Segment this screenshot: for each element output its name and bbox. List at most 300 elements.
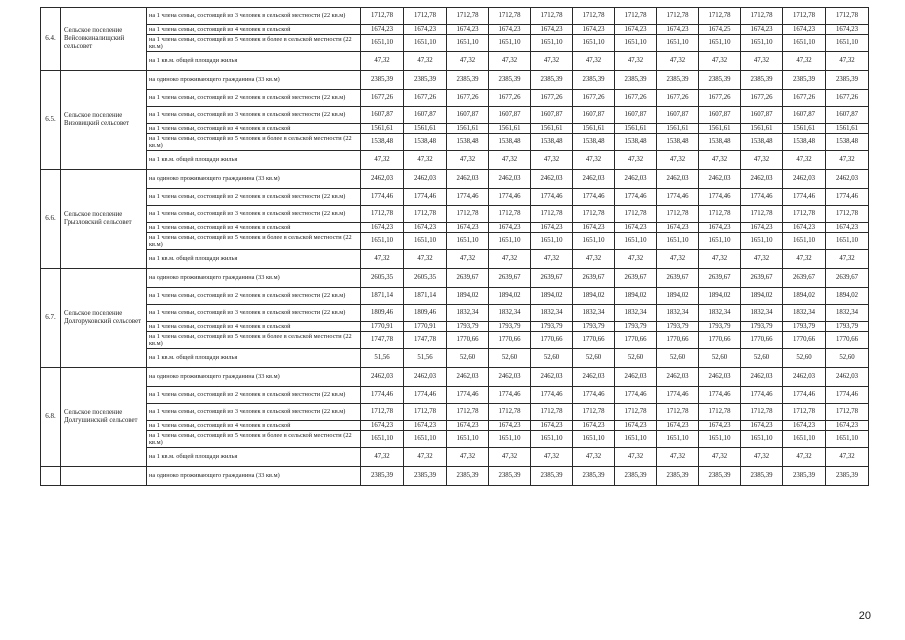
tariff-value: 1538,48 — [447, 134, 489, 151]
tariff-value: 47,32 — [826, 151, 869, 170]
tariff-value: 47,32 — [615, 250, 657, 269]
tariff-value: 1651,10 — [783, 233, 826, 250]
table-row — [41, 35, 869, 52]
tariff-value: 1561,61 — [447, 124, 489, 134]
tariff-value: 1712,78 — [657, 8, 699, 25]
tariff-value: 1651,10 — [741, 35, 783, 52]
tariff-value: 1538,48 — [699, 134, 741, 151]
tariff-value: 1774,46 — [404, 387, 447, 404]
tariff-value: 47,32 — [447, 151, 489, 170]
tariff-value: 1712,78 — [615, 8, 657, 25]
tariff-value: 1793,79 — [741, 322, 783, 332]
tariff-value: 1674,25 — [699, 25, 741, 35]
section-index: 6.4. — [41, 8, 61, 71]
tariff-value: 1674,23 — [783, 421, 826, 431]
tariff-value: 2385,39 — [699, 467, 741, 486]
tariff-value: 1712,78 — [447, 206, 489, 223]
tariff-value: 1712,78 — [489, 206, 531, 223]
tariff-value: 1712,78 — [699, 8, 741, 25]
tariff-value: 1677,26 — [447, 90, 489, 107]
tariff-value: 1674,23 — [573, 25, 615, 35]
tariff-value: 1651,10 — [489, 431, 531, 448]
tariff-value: 1774,46 — [615, 189, 657, 206]
tariff-value: 1677,26 — [826, 90, 869, 107]
tariff-value: 1793,79 — [826, 322, 869, 332]
tariff-value: 1793,79 — [615, 322, 657, 332]
tariff-value: 1651,10 — [615, 431, 657, 448]
tariff-value: 47,32 — [699, 250, 741, 269]
table-row — [41, 151, 869, 170]
tariff-value: 1674,23 — [531, 223, 573, 233]
tariff-value: 1793,79 — [699, 322, 741, 332]
tariff-value: 1774,46 — [531, 189, 573, 206]
tariff-value: 1538,48 — [404, 134, 447, 151]
tariff-value: 47,32 — [783, 52, 826, 71]
tariff-value: 2462,03 — [531, 368, 573, 387]
tariff-value: 2385,39 — [615, 467, 657, 486]
tariff-value: 2385,39 — [615, 71, 657, 90]
tariff-value: 1677,26 — [361, 90, 404, 107]
tariff-value: 2385,39 — [699, 71, 741, 90]
tariff-value: 1561,61 — [361, 124, 404, 134]
tariff-value: 2385,39 — [741, 467, 783, 486]
tariff-value: 1712,78 — [741, 404, 783, 421]
tariff-value: 1793,79 — [783, 322, 826, 332]
tariff-value: 1712,78 — [657, 206, 699, 223]
tariff-value: 1712,78 — [573, 8, 615, 25]
tariff-value: 2462,03 — [447, 368, 489, 387]
tariff-value: 1774,46 — [489, 387, 531, 404]
tariff-value: 2639,67 — [699, 269, 741, 288]
tariff-value: 1770,66 — [489, 332, 531, 349]
category-description: на 1 кв.м. общей площади жилья — [147, 349, 361, 368]
tariff-value: 1538,48 — [826, 134, 869, 151]
tariff-value: 1674,23 — [741, 421, 783, 431]
tariff-value: 1674,23 — [573, 421, 615, 431]
tariff-value: 47,32 — [361, 448, 404, 467]
table-row — [41, 250, 869, 269]
tariff-value: 2385,39 — [573, 71, 615, 90]
tariff-value: 1674,23 — [783, 223, 826, 233]
tariff-value: 52,60 — [783, 349, 826, 368]
table-row — [41, 421, 869, 431]
table-row — [41, 25, 869, 35]
tariff-value: 1674,23 — [783, 25, 826, 35]
tariff-value: 1561,61 — [531, 124, 573, 134]
section-index — [41, 467, 61, 486]
tariff-value: 1674,23 — [361, 223, 404, 233]
category-description: на одиноко проживающего гражданина (33 кв.м) — [147, 269, 361, 288]
table-row — [41, 206, 869, 223]
tariff-value: 1651,10 — [447, 35, 489, 52]
tariff-value: 2639,67 — [783, 269, 826, 288]
tariff-value: 1674,23 — [489, 223, 531, 233]
tariff-value: 1651,10 — [657, 35, 699, 52]
tariff-value: 1607,87 — [615, 107, 657, 124]
tariff-value: 1651,10 — [699, 233, 741, 250]
tariff-value: 47,32 — [361, 151, 404, 170]
tariff-value: 1651,10 — [573, 431, 615, 448]
table-row — [41, 448, 869, 467]
tariff-value: 2462,03 — [826, 170, 869, 189]
tariff-value: 1770,66 — [783, 332, 826, 349]
tariff-value: 1832,34 — [489, 305, 531, 322]
tariff-value: 52,60 — [699, 349, 741, 368]
tariff-value: 2385,39 — [826, 71, 869, 90]
tariff-value: 1832,34 — [657, 305, 699, 322]
tariff-value: 47,32 — [447, 448, 489, 467]
tariff-value: 2385,39 — [531, 71, 573, 90]
tariff-value: 1677,26 — [741, 90, 783, 107]
tariff-value: 1712,78 — [447, 8, 489, 25]
tariff-value: 1538,48 — [657, 134, 699, 151]
tariff-value: 1712,78 — [531, 8, 573, 25]
tariff-value: 52,60 — [657, 349, 699, 368]
tariff-value: 1894,02 — [826, 288, 869, 305]
table-row — [41, 90, 869, 107]
tariff-value: 2605,35 — [361, 269, 404, 288]
tariff-value: 47,32 — [657, 52, 699, 71]
category-description: на 1 кв.м. общей площади жилья — [147, 151, 361, 170]
tariff-value: 1677,26 — [573, 90, 615, 107]
tariff-value: 51,56 — [404, 349, 447, 368]
tariff-value: 1674,23 — [615, 223, 657, 233]
tariff-value: 1894,02 — [657, 288, 699, 305]
tariff-value: 1793,79 — [447, 322, 489, 332]
tariff-value: 1674,23 — [657, 421, 699, 431]
table-row — [41, 170, 869, 189]
tariff-value: 1712,78 — [447, 404, 489, 421]
tariff-value: 1832,34 — [447, 305, 489, 322]
tariff-value: 1651,10 — [361, 233, 404, 250]
tariff-value: 1774,46 — [741, 387, 783, 404]
tariff-value: 2462,03 — [489, 368, 531, 387]
table-row — [41, 368, 869, 387]
tariff-value: 1651,10 — [447, 431, 489, 448]
tariff-value: 1712,78 — [657, 404, 699, 421]
tariff-value: 47,32 — [489, 151, 531, 170]
tariff-value: 2385,39 — [573, 467, 615, 486]
category-description: на 1 члена семьи, состоящей из 5 человек и более в сельской местности (22 кв.м) — [147, 332, 361, 349]
tariff-value: 1651,10 — [531, 431, 573, 448]
tariff-value: 1793,79 — [489, 322, 531, 332]
tariff-value: 2385,39 — [404, 71, 447, 90]
table-row — [41, 332, 869, 349]
tariff-value: 1774,46 — [783, 189, 826, 206]
tariff-value: 47,32 — [573, 250, 615, 269]
tariff-value: 1774,46 — [531, 387, 573, 404]
category-description: на 1 члена семьи, состоящей из 5 человек и более в сельской местности (22 кв.м) — [147, 134, 361, 151]
tariff-value: 1774,46 — [615, 387, 657, 404]
tariff-value: 1871,14 — [361, 288, 404, 305]
tariff-value: 1712,78 — [741, 8, 783, 25]
category-description: на 1 члена семьи, состоящей из 3 человек в сельской местности (22 кв.м) — [147, 107, 361, 124]
tariff-value: 1774,46 — [657, 387, 699, 404]
tariff-value: 47,32 — [783, 151, 826, 170]
tariff-value: 2462,03 — [573, 368, 615, 387]
tariff-table-body — [41, 8, 869, 486]
tariff-value: 1674,23 — [741, 223, 783, 233]
tariff-value: 1770,91 — [404, 322, 447, 332]
tariff-value: 47,32 — [447, 250, 489, 269]
tariff-value: 1747,78 — [361, 332, 404, 349]
tariff-value: 1774,46 — [489, 189, 531, 206]
tariff-value: 2639,67 — [447, 269, 489, 288]
category-description: на 1 члена семьи, состоящей из 4 человек в сельской — [147, 223, 361, 233]
tariff-value: 1712,78 — [741, 206, 783, 223]
tariff-value: 1651,10 — [361, 431, 404, 448]
tariff-value: 1774,46 — [573, 387, 615, 404]
tariff-value: 47,32 — [489, 52, 531, 71]
tariff-value: 1651,10 — [489, 35, 531, 52]
tariff-value: 47,32 — [404, 250, 447, 269]
tariff-value: 1774,46 — [699, 189, 741, 206]
tariff-value: 1894,02 — [531, 288, 573, 305]
tariff-value: 1674,23 — [447, 421, 489, 431]
tariff-value: 1674,23 — [699, 421, 741, 431]
tariff-value: 1894,02 — [783, 288, 826, 305]
category-description: на 1 члена семьи, состоящей из 3 человек в сельской местности (22 кв.м) — [147, 404, 361, 421]
tariff-value: 47,32 — [573, 151, 615, 170]
tariff-value: 1607,87 — [699, 107, 741, 124]
tariff-value: 2385,39 — [741, 71, 783, 90]
tariff-value: 1607,87 — [573, 107, 615, 124]
category-description: на 1 члена семьи, состоящей из 3 человек в сельской местности (22 кв.м) — [147, 206, 361, 223]
category-description: на 1 члена семьи, состоящей из 4 человек в сельской — [147, 124, 361, 134]
tariff-value: 47,32 — [489, 250, 531, 269]
tariff-value: 1774,46 — [447, 189, 489, 206]
category-description: на 1 кв.м. общей площади жилья — [147, 448, 361, 467]
tariff-value: 1712,78 — [404, 206, 447, 223]
tariff-value: 47,32 — [657, 448, 699, 467]
tariff-value: 1674,23 — [404, 25, 447, 35]
tariff-value: 1538,48 — [615, 134, 657, 151]
tariff-value: 47,32 — [741, 448, 783, 467]
tariff-value: 2462,03 — [404, 368, 447, 387]
tariff-value: 1674,23 — [826, 223, 869, 233]
tariff-value: 1651,10 — [826, 35, 869, 52]
tariff-value: 1674,23 — [657, 25, 699, 35]
tariff-value: 1538,48 — [361, 134, 404, 151]
table-row — [41, 404, 869, 421]
tariff-value: 1774,46 — [361, 189, 404, 206]
section-index: 6.8. — [41, 368, 61, 467]
table-row — [41, 223, 869, 233]
tariff-value: 1607,87 — [404, 107, 447, 124]
tariff-value: 47,32 — [531, 52, 573, 71]
tariff-value: 47,32 — [783, 250, 826, 269]
tariff-value: 1712,78 — [573, 404, 615, 421]
tariff-value: 1677,26 — [615, 90, 657, 107]
tariff-value: 1651,10 — [489, 233, 531, 250]
tariff-value: 1607,87 — [826, 107, 869, 124]
tariff-value: 1712,78 — [361, 404, 404, 421]
tariff-value: 1809,46 — [404, 305, 447, 322]
tariff-value: 1607,87 — [361, 107, 404, 124]
category-description: на 1 члена семьи, состоящей из 5 человек и более в сельской местности (22 кв.м) — [147, 35, 361, 52]
tariff-value: 52,60 — [826, 349, 869, 368]
tariff-value: 1651,10 — [404, 233, 447, 250]
tariff-value: 47,32 — [826, 448, 869, 467]
table-row — [41, 52, 869, 71]
tariff-value: 1774,46 — [699, 387, 741, 404]
tariff-value: 1674,23 — [489, 25, 531, 35]
tariff-value: 1770,66 — [826, 332, 869, 349]
tariff-value: 1793,79 — [657, 322, 699, 332]
tariff-value: 1774,46 — [404, 189, 447, 206]
table-row — [41, 467, 869, 486]
category-description: на одиноко проживающего гражданина (33 кв.м) — [147, 368, 361, 387]
tariff-value: 2639,67 — [489, 269, 531, 288]
settlement-name: Сельское поселение Визовицкий сельсовет — [61, 71, 147, 170]
table-row — [41, 107, 869, 124]
tariff-value: 1832,34 — [783, 305, 826, 322]
tariff-value: 1561,61 — [573, 124, 615, 134]
tariff-value: 2462,03 — [783, 368, 826, 387]
tariff-value: 1651,10 — [404, 35, 447, 52]
tariff-value: 1674,23 — [404, 223, 447, 233]
tariff-value: 1774,46 — [657, 189, 699, 206]
tariff-value: 1561,61 — [404, 124, 447, 134]
section-index: 6.5. — [41, 71, 61, 170]
tariff-value: 1651,10 — [615, 233, 657, 250]
tariff-value: 1561,61 — [489, 124, 531, 134]
tariff-value: 1538,48 — [741, 134, 783, 151]
tariff-value: 1538,48 — [489, 134, 531, 151]
tariff-value: 1561,61 — [826, 124, 869, 134]
tariff-value: 1894,02 — [741, 288, 783, 305]
table-row — [41, 8, 869, 25]
tariff-value: 2462,03 — [783, 170, 826, 189]
table-row — [41, 134, 869, 151]
tariff-value: 1894,02 — [615, 288, 657, 305]
tariff-value: 1651,10 — [741, 233, 783, 250]
tariff-value: 47,32 — [404, 448, 447, 467]
tariff-value: 47,32 — [826, 52, 869, 71]
tariff-value: 1651,10 — [573, 233, 615, 250]
tariff-value: 1832,34 — [573, 305, 615, 322]
table-row — [41, 269, 869, 288]
tariff-value: 1809,46 — [361, 305, 404, 322]
category-description: на 1 кв.м. общей площади жилья — [147, 250, 361, 269]
tariff-value: 1674,23 — [826, 421, 869, 431]
tariff-value: 1894,02 — [447, 288, 489, 305]
tariff-value: 47,32 — [404, 151, 447, 170]
tariff-value: 1793,79 — [531, 322, 573, 332]
tariff-value: 47,32 — [699, 448, 741, 467]
tariff-value: 2462,03 — [361, 170, 404, 189]
tariff-value: 2462,03 — [741, 170, 783, 189]
tariff-value: 1712,78 — [489, 8, 531, 25]
category-description: на 1 члена семьи, состоящей из 5 человек и более в сельской местности (22 кв.м) — [147, 431, 361, 448]
tariff-value: 47,32 — [404, 52, 447, 71]
tariff-value: 1770,66 — [573, 332, 615, 349]
tariff-value: 1712,78 — [826, 404, 869, 421]
tariff-value: 1674,23 — [404, 421, 447, 431]
tariff-value: 1871,14 — [404, 288, 447, 305]
tariff-value: 1774,46 — [573, 189, 615, 206]
tariff-value: 1651,10 — [741, 431, 783, 448]
category-description: на 1 члена семьи, состоящей из 2 человек в сельской местности (22 кв.м) — [147, 90, 361, 107]
tariff-value: 2385,39 — [361, 71, 404, 90]
tariff-value: 2462,03 — [615, 170, 657, 189]
category-description: на одиноко проживающего гражданина (33 кв.м) — [147, 467, 361, 486]
tariff-value: 1651,10 — [783, 431, 826, 448]
tariff-value: 2605,35 — [404, 269, 447, 288]
tariff-value: 2639,67 — [741, 269, 783, 288]
tariff-value: 2385,39 — [489, 467, 531, 486]
tariff-value: 1561,61 — [657, 124, 699, 134]
settlement-name: Сельское поселение Долгушинский сельсовет — [61, 368, 147, 467]
category-description: на 1 члена семьи, состоящей из 4 человек в сельской — [147, 25, 361, 35]
tariff-table — [40, 7, 869, 486]
tariff-value: 1774,46 — [826, 189, 869, 206]
tariff-value: 2385,39 — [657, 467, 699, 486]
tariff-value: 1832,34 — [741, 305, 783, 322]
tariff-value: 52,60 — [615, 349, 657, 368]
tariff-value: 2462,03 — [615, 368, 657, 387]
tariff-value: 2385,39 — [531, 467, 573, 486]
tariff-value: 47,32 — [531, 151, 573, 170]
category-description: на 1 члена семьи, состоящей из 2 человек в сельской местности (22 кв.м) — [147, 288, 361, 305]
tariff-value: 1674,23 — [361, 25, 404, 35]
tariff-value: 2385,39 — [783, 467, 826, 486]
tariff-value: 2462,03 — [657, 170, 699, 189]
tariff-value: 1770,91 — [361, 322, 404, 332]
tariff-value: 1607,87 — [741, 107, 783, 124]
tariff-value: 1651,10 — [826, 431, 869, 448]
tariff-value: 2385,39 — [447, 467, 489, 486]
table-row — [41, 305, 869, 322]
tariff-value: 1793,79 — [573, 322, 615, 332]
tariff-value: 47,32 — [657, 250, 699, 269]
tariff-value: 1651,10 — [657, 431, 699, 448]
tariff-value: 1607,87 — [489, 107, 531, 124]
table-row — [41, 387, 869, 404]
tariff-value: 1894,02 — [489, 288, 531, 305]
category-description: на 1 члена семьи, состоящей из 4 человек в сельской — [147, 322, 361, 332]
tariff-value: 1774,46 — [361, 387, 404, 404]
tariff-value: 1674,23 — [573, 223, 615, 233]
table-row — [41, 349, 869, 368]
tariff-value: 1538,48 — [573, 134, 615, 151]
tariff-value: 1674,23 — [615, 421, 657, 431]
category-description: на 1 кв.м. общей площади жилья — [147, 52, 361, 71]
tariff-value: 2462,03 — [699, 170, 741, 189]
tariff-value: 2385,39 — [657, 71, 699, 90]
tariff-value: 1607,87 — [531, 107, 573, 124]
tariff-value: 2385,39 — [361, 467, 404, 486]
tariff-value: 1674,23 — [447, 25, 489, 35]
tariff-value: 1832,34 — [826, 305, 869, 322]
tariff-value: 51,56 — [361, 349, 404, 368]
tariff-value: 47,32 — [531, 250, 573, 269]
tariff-value: 47,32 — [657, 151, 699, 170]
tariff-value: 1674,23 — [531, 25, 573, 35]
tariff-value: 1774,46 — [447, 387, 489, 404]
tariff-value: 1651,10 — [783, 35, 826, 52]
page-number: 20 — [858, 610, 871, 622]
tariff-value: 2385,39 — [404, 467, 447, 486]
tariff-value: 2639,67 — [826, 269, 869, 288]
tariff-value: 1677,26 — [404, 90, 447, 107]
tariff-value: 47,32 — [361, 250, 404, 269]
section-index: 6.7. — [41, 269, 61, 368]
tariff-value: 47,32 — [573, 52, 615, 71]
tariff-value: 1674,23 — [826, 25, 869, 35]
tariff-value: 1674,23 — [489, 421, 531, 431]
tariff-value: 1712,78 — [783, 206, 826, 223]
